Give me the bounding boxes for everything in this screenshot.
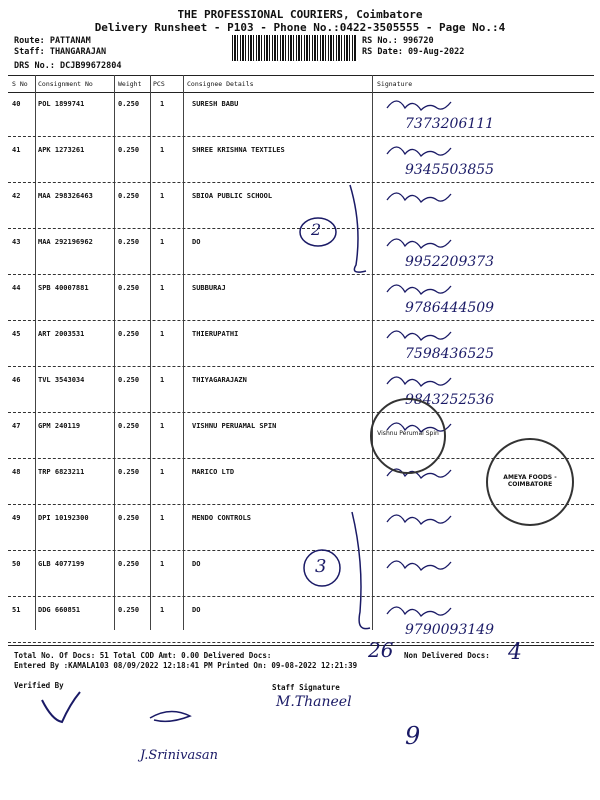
row-handwritten-phone: 9843252536: [405, 392, 495, 408]
staff-signature-label: Staff Signature: [272, 683, 340, 692]
col-header-pcs: PCS: [153, 80, 165, 88]
stamp-text: Vishnu Perumal Spin: [377, 430, 439, 437]
col-header-weight: Weight: [118, 80, 142, 88]
row-handwritten-phone: 7373206111: [405, 116, 495, 132]
row-consignment-no: ART 2003531: [38, 330, 85, 338]
non-delivered-label: Non Delivered Docs:: [404, 651, 490, 660]
totals-line: Total No. Of Docs: 51 Total COD Amt: 0.00 Delivered Docs:: [14, 651, 272, 660]
route-label: Route: PATTANAM: [14, 36, 91, 46]
row-sno: 41: [12, 146, 21, 154]
row-weight: 0.250: [118, 100, 140, 108]
row-consignment-no: APK 1273261: [38, 146, 85, 154]
row-consignee: SBIOA PUBLIC SCHOOL: [192, 192, 273, 200]
row-consignment-no: GPM 240119: [38, 422, 81, 430]
col-header-consignee: Consignee Details: [187, 80, 254, 88]
row-weight: 0.250: [118, 330, 140, 338]
row-weight: 0.250: [118, 560, 140, 568]
row-pcs: 1: [160, 560, 165, 568]
row-pcs: 1: [160, 100, 165, 108]
row-sno: 45: [12, 330, 21, 338]
circled-number-3: 3: [315, 556, 327, 577]
row-sno: 44: [12, 284, 21, 292]
row-consignee: SUBBURAJ: [192, 284, 226, 292]
row-consignee: SHREE KRISHNA TEXTILES: [192, 146, 285, 154]
row-sno: 49: [12, 514, 21, 522]
row-pcs: 1: [160, 192, 165, 200]
row-weight: 0.250: [118, 284, 140, 292]
row-consignee: THIERUPATHI: [192, 330, 239, 338]
row-consignment-no: TRP 6823211: [38, 468, 85, 476]
delivered-count-handwritten: 26: [368, 638, 394, 662]
row-consignee: MENDO CONTROLS: [192, 514, 252, 522]
row-sno: 47: [12, 422, 21, 430]
row-consignment-no: DDG 660851: [38, 606, 81, 614]
row-consignee: DO: [192, 606, 201, 614]
row-consignment-no: GLB 4077199: [38, 560, 85, 568]
row-consignment-no: SPB 40007881: [38, 284, 89, 292]
page-mark-handwritten: 9: [405, 722, 421, 750]
document-subtitle: Delivery Runsheet - P103 - Phone No.:0422-3505555 - Page No.:4: [94, 21, 506, 34]
row-handwritten-phone: 9790093149: [405, 622, 495, 638]
verifier-checkmark: [42, 692, 80, 722]
row-sno: 40: [12, 100, 21, 108]
drs-number: DRS No.: DCJB99672804: [14, 61, 122, 71]
spin-company-stamp: [370, 398, 446, 474]
row-weight: 0.250: [118, 514, 140, 522]
row-sno: 46: [12, 376, 21, 384]
verifier-initial-scribble: [150, 711, 190, 721]
row-consignment-no: MAA 298326463: [38, 192, 93, 200]
rs-number: RS No.: 996720: [362, 36, 434, 46]
row-pcs: 1: [160, 606, 165, 614]
row-pcs: 1: [160, 284, 165, 292]
row-weight: 0.250: [118, 376, 140, 384]
row-consignee: THIYAGARAJAZN: [192, 376, 247, 384]
row-pcs: 1: [160, 514, 165, 522]
document-title: THE PROFESSIONAL COURIERS, Coimbatore: [177, 8, 423, 21]
staff-label: Staff: THANGARAJAN: [14, 47, 107, 57]
row-weight: 0.250: [118, 192, 140, 200]
row-consignment-no: TVL 3543034: [38, 376, 85, 384]
row-pcs: 1: [160, 330, 165, 338]
row-consignment-no: DPI 10192300: [38, 514, 89, 522]
col-header-consignment: Consignment No: [38, 80, 93, 88]
row-handwritten-phone: 9952209373: [405, 254, 495, 270]
row-sno: 50: [12, 560, 21, 568]
row-weight: 0.250: [118, 468, 140, 476]
row-consignee: DO: [192, 238, 201, 246]
row-pcs: 1: [160, 376, 165, 384]
row-bracket: [352, 512, 370, 629]
row-handwritten-phone: 9345503855: [405, 162, 495, 178]
row-consignee: DO: [192, 560, 201, 568]
rs-date: RS Date: 09-Aug-2022: [362, 47, 465, 57]
row-sno: 51: [12, 606, 21, 614]
foods-company-stamp: [486, 438, 574, 526]
col-header-sno: S No: [12, 80, 28, 88]
row-weight: 0.250: [118, 606, 140, 614]
row-consignment-no: POL 1899741: [38, 100, 85, 108]
row-consignment-no: MAA 292196962: [38, 238, 93, 246]
row-handwritten-phone: 7598436525: [405, 346, 495, 362]
row-pcs: 1: [160, 238, 165, 246]
row-pcs: 1: [160, 468, 165, 476]
col-header-signature: Signature: [377, 80, 413, 88]
staff-signature-handwritten: M.Thaneel: [276, 694, 352, 710]
row-sno: 48: [12, 468, 21, 476]
row-bracket: [350, 185, 366, 272]
circled-number-2: 2: [311, 220, 322, 239]
non-delivered-count-handwritten: 4: [508, 640, 522, 665]
row-consignee: SURESH BABU: [192, 100, 239, 108]
row-pcs: 1: [160, 422, 165, 430]
row-consignee: MARICO LTD: [192, 468, 235, 476]
verified-by-label: Verified By: [14, 681, 64, 690]
row-weight: 0.250: [118, 146, 140, 154]
row-sno: 42: [12, 192, 21, 200]
stamp-text: AMEYA FOODS - COIMBATORE: [503, 474, 557, 488]
row-weight: 0.250: [118, 238, 140, 246]
row-handwritten-phone: 9786444509: [405, 300, 495, 316]
entered-by-line: Entered By :KAMALA103 08/09/2022 12:18:41 PM Printed On: 09-08-2022 12:21:39: [14, 661, 358, 670]
row-sno: 43: [12, 238, 21, 246]
row-pcs: 1: [160, 146, 165, 154]
verifier-signature-handwritten: J.Srinivasan: [140, 748, 219, 763]
row-consignee: VISHNU PERUAMAL SPIN: [192, 422, 277, 430]
row-weight: 0.250: [118, 422, 140, 430]
